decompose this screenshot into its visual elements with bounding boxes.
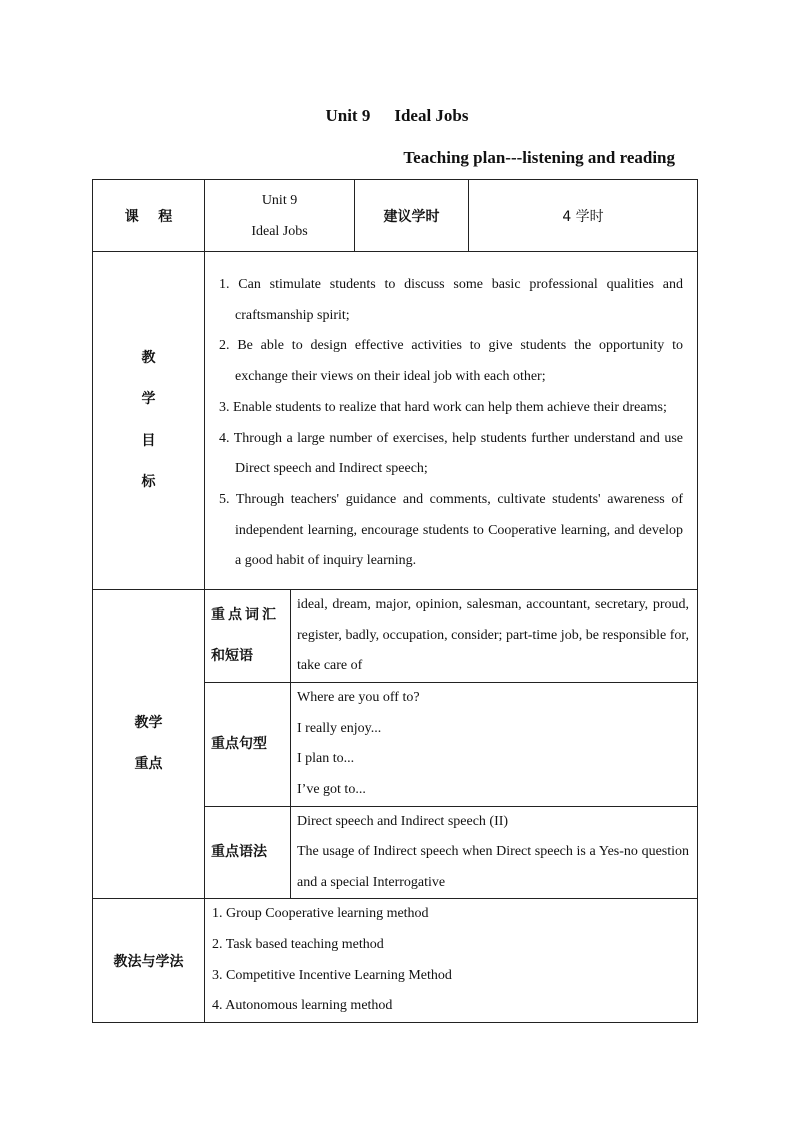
vocab-label: 重点词汇 和短语	[205, 590, 291, 683]
grammar-label: 重点语法	[205, 806, 291, 899]
objectives-label: 教 学 目 标	[93, 252, 205, 590]
course-unit: Unit 9	[261, 192, 298, 208]
teaching-plan-table	[92, 179, 698, 1023]
method-item: 1. Group Cooperative learning method	[212, 906, 429, 922]
methods-row	[93, 899, 698, 1023]
objectives-row	[93, 252, 698, 590]
unit-name: Ideal Jobs	[394, 106, 469, 125]
vocab-text: ideal, dream, major, opinion, salesman, accountant, secretary, proud, register, badly, occupation, consider; part-time job, be responsible for, take care of	[291, 590, 698, 683]
objective-item: 4. Through a large number of exercises, help students further understand and use Direct speech and Indirect speech;	[219, 430, 684, 477]
objective-item: 5. Through teachers' guidance and comments, cultivate students' awareness of independent learning, encourage students to Cooperative learning, and develop a good habit of inquiry learning.	[219, 491, 684, 569]
suggested-hours-label: 建议学时	[355, 180, 469, 252]
methods-list	[205, 899, 698, 1023]
key-points-label: 教学 重点	[93, 590, 205, 899]
objective-item: 1. Can stimulate students to discuss some basic professional qualities and craftsmanship spirit;	[219, 276, 684, 323]
document-subtitle: Teaching plan---listening and reading	[403, 148, 675, 167]
methods-label: 教法与学法	[93, 899, 205, 1023]
document-title	[0, 106, 794, 126]
method-item: 3. Competitive Incentive Learning Method	[212, 967, 452, 983]
vocab-row	[93, 590, 698, 683]
unit-number: Unit 9	[325, 106, 371, 125]
objectives-list	[205, 252, 698, 590]
objective-item: 2. Be able to design effective activities to give students the opportunity to exchange their views on their ideal job with each other;	[219, 338, 684, 385]
method-item: 2. Task based teaching method	[212, 936, 384, 952]
course-label: 课 程	[93, 180, 205, 252]
method-item: 4. Autonomous learning method	[212, 998, 393, 1014]
grammar-text: Direct speech and Indirect speech (II) The usage of Indirect speech when Direct speech is a Yes-no question and a special Interrogative	[291, 806, 698, 899]
suggested-hours-value: 4 学时	[469, 180, 698, 252]
course-name-cell	[205, 180, 355, 252]
sentence-pattern-label: 重点句型	[205, 682, 291, 806]
sentence-pattern-list: Where are you off to? I really enjoy... I plan to... I’ve got to...	[291, 682, 698, 806]
course-title: Ideal Jobs	[251, 223, 308, 239]
course-row	[93, 180, 698, 252]
objective-item: 3. Enable students to realize that hard work can help them achieve their dreams;	[219, 399, 667, 415]
